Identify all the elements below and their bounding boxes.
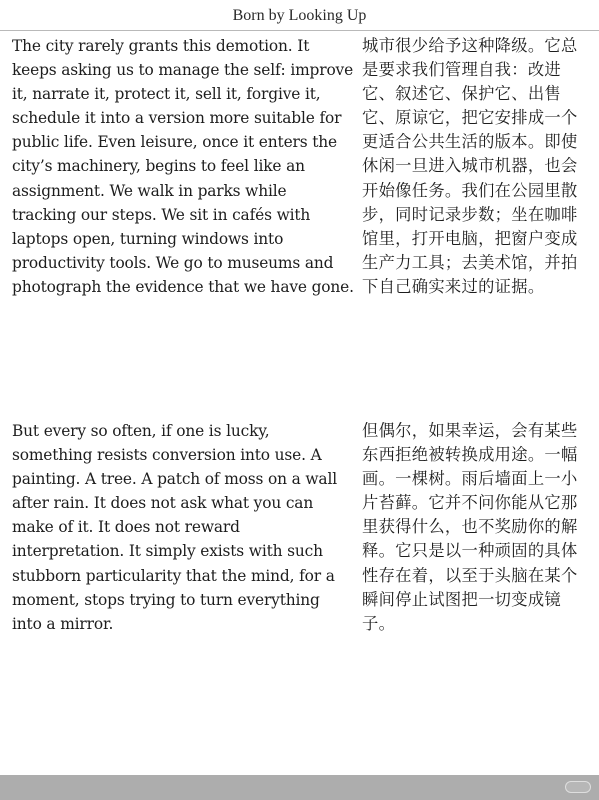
chinese-paragraph-1: 城市很少给予这种降级。它总 是要求我们管理自我：改进 它、叙述它、保护它、出售 它、原谅它，把它安排成一个 更适合公共生活的版本。即使 休闲一旦进入城市机器，也会 开始像任务。我们在公园里散 步，同时记录步数；坐在咖啡 馆里，打开电脑，把窗户变成 生产力工具；去美术馆，并拍 下自己确实来过的证据。: [362, 36, 578, 296]
watermark-icon: [565, 781, 591, 793]
bottom-bar: [0, 775, 599, 800]
page-title: Born by Looking Up: [232, 7, 367, 24]
header-bar: [0, 0, 599, 31]
chinese-paragraph-2: 但偶尔，如果幸运，会有某些 东西拒绝被转换成用途。一幅 画。一棵树。雨后墙面上一小 片苔藓。它并不问你能从它那 里获得什么，也不奖励你的解 释。它只是以一种顽固的具体 性存在着，以至于头脑在某个 瞬间停止试图把一切变成镜 子。: [362, 421, 578, 633]
english-paragraph-1: The city rarely grants this demotion. It keeps asking us to manage the self: improve it, narrate it, protect it, sell it, forgive it, schedule it into a version more suitable for public life. Even leisure, once it enters the city’s machinery, begins to feel like an assignment. We walk in parks while tracking our steps. We sit in cafés with laptops open, turning windows into productivity tools. We go to museums and photograph the evidence that we have gone.: [12, 37, 354, 296]
english-paragraph-2: But every so often, if one is lucky, something resists conversion into use. A painting. A tree. A patch of moss on a wall after rain. It does not ask what you can make of it. It does not reward interpretation. It simply exists with such stubborn particularity that the mind, for a moment, stops trying to turn everything into a mirror.: [12, 422, 337, 633]
